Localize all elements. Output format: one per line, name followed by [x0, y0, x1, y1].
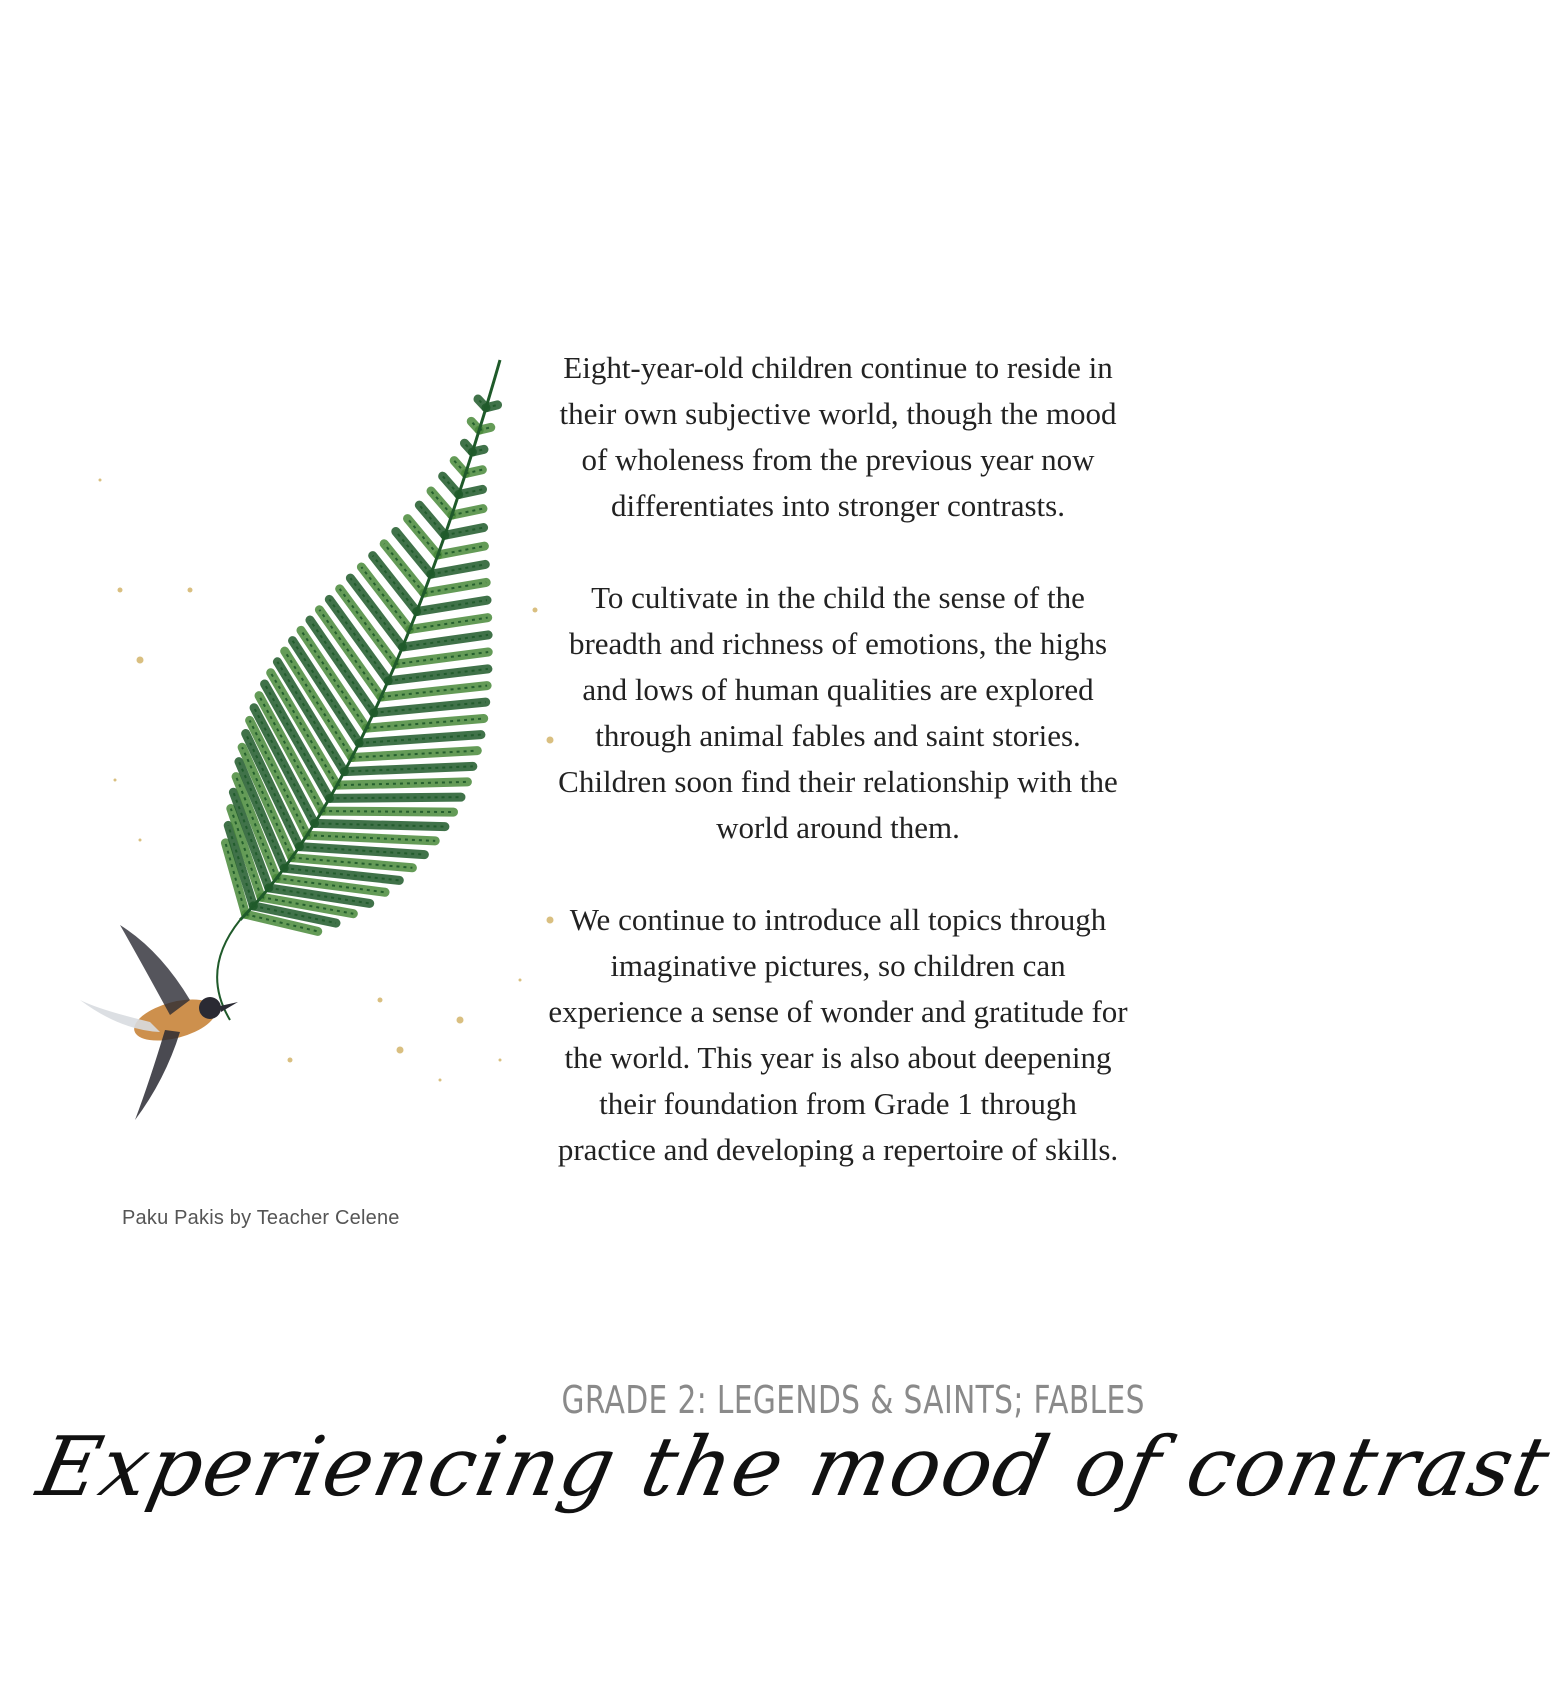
splatter-dot: [397, 1047, 404, 1054]
bird-head: [199, 997, 221, 1019]
fern-pinna: [445, 528, 484, 536]
grade-heading: GRADE 2: LEGENDS & SAINTS; FABLES: [561, 1378, 1145, 1422]
bird-tail: [135, 1030, 180, 1120]
paragraph-1: Eight-year-old children continue to reside in their own subjective world, though the mood of wholeness from the previous year now differentiates into stronger contrasts.: [559, 350, 1117, 523]
fern-bird-illustration: [80, 360, 560, 1210]
script-title: Experiencing the mood of contrast: [29, 1420, 1559, 1515]
splatter-dot: [519, 979, 522, 982]
fern-pinna: [459, 489, 483, 494]
splatter-dot: [118, 588, 123, 593]
body-text: [548, 345, 1128, 1173]
splatter-dot: [533, 608, 538, 613]
splatter-dot: [139, 839, 142, 842]
splatter-dot: [99, 479, 102, 482]
splatter-dot: [439, 1079, 442, 1082]
splatter-dot: [378, 998, 383, 1003]
splatter-dot: [188, 588, 193, 593]
fern-pinna: [359, 735, 481, 743]
fern-and-bird-watercolor-icon: [80, 360, 560, 1210]
illustration-caption: Paku Pakis by Teacher Celene: [122, 1207, 400, 1229]
bird-wing-upper: [120, 925, 190, 1015]
splatter-dot: [114, 779, 117, 782]
paragraph-3: We continue to introduce all topics through imaginative pictures, so children can experience a sense of wonder and gratitude for the world. This year is also about deepening their foundation from Grade 1 through practice and developing a repertoire of skills.: [548, 902, 1128, 1167]
splatter-dot: [457, 1017, 464, 1024]
splatter-dot: [137, 657, 144, 664]
splatter-dot: [499, 1059, 502, 1062]
fern-pinna: [410, 618, 488, 630]
splatter-dot: [288, 1058, 293, 1063]
fern-pinna: [292, 858, 413, 868]
paragraph-2: To cultivate in the child the sense of the breadth and richness of emotions, the highs and lows of human qualities are explored through animal fables and saint stories. Children soon find their relationship with the world around them.: [558, 580, 1118, 845]
